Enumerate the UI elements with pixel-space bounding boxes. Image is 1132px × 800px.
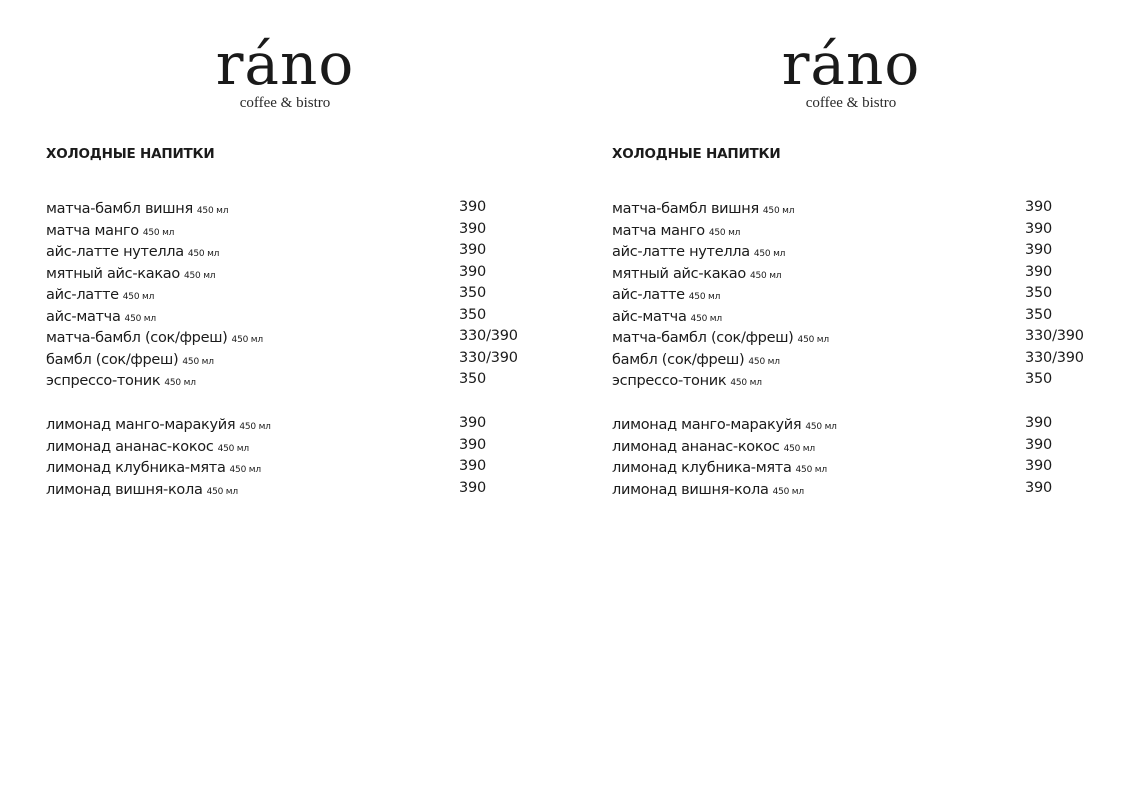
menu-item (612, 305, 1132, 327)
menu-item (46, 348, 566, 370)
item-name: матча-бамбл вишня (612, 201, 759, 217)
menu-item (46, 478, 566, 500)
item-volume: 450 мл (805, 422, 837, 432)
menu-item (612, 262, 1132, 284)
item-name: лимонад клубника-мята (46, 460, 226, 476)
menu-item (612, 413, 1132, 435)
item-volume: 450 мл (783, 443, 815, 454)
item-name: матча манго (46, 222, 139, 239)
item-price: 390 (459, 458, 487, 474)
drinks-list (612, 197, 1132, 391)
item-price: 390 (1025, 479, 1053, 496)
item-price: 390 (1025, 242, 1053, 258)
item-price: 390 (459, 263, 487, 280)
item-name: эспрессо-тоник (612, 373, 727, 389)
item-volume: 450 мл (753, 249, 786, 259)
logo-subtitle: coffee & bistro (805, 95, 897, 111)
menu-item (612, 369, 1132, 391)
item-name: лимонад вишня-кола (46, 481, 203, 498)
item-name: бамбл (сок/фреш) (612, 351, 745, 368)
item-volume: 450 мл (206, 486, 238, 497)
item-price: 390 (459, 199, 487, 215)
item-name: матча манго (612, 222, 705, 239)
item-volume: 450 мл (231, 335, 263, 345)
item-price: 350 (1025, 306, 1053, 323)
item-volume: 450 мл (795, 465, 827, 475)
item-name: айс-матча (46, 308, 121, 325)
item-price: 330/390 (459, 349, 518, 366)
item-volume: 450 мл (142, 227, 175, 238)
lemonades-list (46, 413, 566, 499)
item-name: матча-бамбл вишня (46, 201, 193, 217)
item-name: лимонад ананас-кокос (612, 438, 780, 455)
item-price: 330/390 (1025, 328, 1084, 344)
item-price: 390 (1025, 220, 1053, 237)
menu-page-right (566, 0, 1132, 800)
item-price: 350 (1025, 371, 1053, 387)
menu-item (46, 456, 566, 478)
menu-item (46, 197, 566, 219)
menu-item (612, 283, 1132, 305)
menu-item (612, 456, 1132, 478)
menu-item (46, 219, 566, 241)
item-price: 390 (1025, 415, 1053, 431)
item-name: айс-латте нутелла (46, 244, 184, 260)
item-price: 390 (1025, 458, 1053, 474)
item-name: матча-бамбл (сок/фреш) (46, 330, 228, 346)
item-name: лимонад манго-маракуйя (612, 417, 802, 433)
menu-item (612, 478, 1132, 500)
menu-item (46, 305, 566, 327)
menu-item (612, 240, 1132, 262)
item-price: 350 (459, 306, 487, 323)
item-price: 390 (1025, 263, 1053, 280)
item-volume: 450 мл (229, 465, 261, 475)
menu-item (612, 435, 1132, 457)
item-price: 390 (459, 479, 487, 496)
logo-wordmark: ráno (781, 30, 921, 98)
logo-subtitle: coffee & bistro (239, 95, 331, 111)
item-name: айс-латте нутелла (612, 244, 750, 260)
item-price: 390 (1025, 436, 1053, 453)
item-volume: 450 мл (164, 378, 196, 388)
menu-item (46, 413, 566, 435)
item-volume: 450 мл (196, 206, 229, 216)
lemonades-list (612, 413, 1132, 499)
item-price: 390 (459, 242, 487, 258)
item-volume: 450 мл (187, 249, 220, 259)
menu-item (46, 283, 566, 305)
item-volume: 450 мл (183, 270, 216, 281)
menu-item (46, 326, 566, 348)
item-volume: 450 мл (124, 313, 156, 324)
item-volume: 450 мл (688, 292, 721, 302)
item-price: 350 (1025, 285, 1053, 301)
menu-item (46, 262, 566, 284)
item-price: 390 (459, 436, 487, 453)
item-name: айс-матча (612, 308, 687, 325)
item-price: 390 (1025, 199, 1053, 215)
drinks-list (46, 197, 566, 391)
logo-wordmark: ráno (215, 30, 355, 98)
item-volume: 450 мл (217, 443, 249, 454)
menu-item (46, 369, 566, 391)
menu-item (612, 348, 1132, 370)
menu-item (612, 326, 1132, 348)
item-volume: 450 мл (730, 378, 762, 388)
item-price: 330/390 (459, 328, 518, 344)
item-price: 390 (459, 220, 487, 237)
item-volume: 450 мл (182, 356, 214, 367)
menu-item (612, 219, 1132, 241)
item-price: 350 (459, 285, 487, 301)
item-name: айс-латте (46, 287, 119, 303)
item-volume: 450 мл (239, 422, 271, 432)
item-name: мятный айс-какао (612, 265, 746, 282)
item-price: 350 (459, 371, 487, 387)
section-title: ХОЛОДНЫЕ НАПИТКИ (612, 146, 781, 162)
item-name: лимонад клубника-мята (612, 460, 792, 476)
menu-item (46, 435, 566, 457)
item-volume: 450 мл (708, 227, 741, 238)
item-name: айс-латте (612, 287, 685, 303)
item-name: эспрессо-тоник (46, 373, 161, 389)
item-volume: 450 мл (690, 313, 722, 324)
menu-item (612, 197, 1132, 219)
item-name: лимонад манго-маракуйя (46, 417, 236, 433)
item-name: матча-бамбл (сок/фреш) (612, 330, 794, 346)
item-name: мятный айс-какао (46, 265, 180, 282)
item-name: лимонад вишня-кола (612, 481, 769, 498)
item-volume: 450 мл (122, 292, 155, 302)
item-price: 390 (459, 415, 487, 431)
logo (566, 32, 1132, 112)
item-name: лимонад ананас-кокос (46, 438, 214, 455)
item-volume: 450 мл (797, 335, 829, 345)
item-volume: 450 мл (749, 270, 782, 281)
item-name: бамбл (сок/фреш) (46, 351, 179, 368)
item-price: 330/390 (1025, 349, 1084, 366)
section-title: ХОЛОДНЫЕ НАПИТКИ (46, 146, 215, 162)
menu-item (46, 240, 566, 262)
item-volume: 450 мл (762, 206, 795, 216)
item-volume: 450 мл (772, 486, 804, 497)
logo (0, 32, 570, 112)
item-volume: 450 мл (748, 356, 780, 367)
